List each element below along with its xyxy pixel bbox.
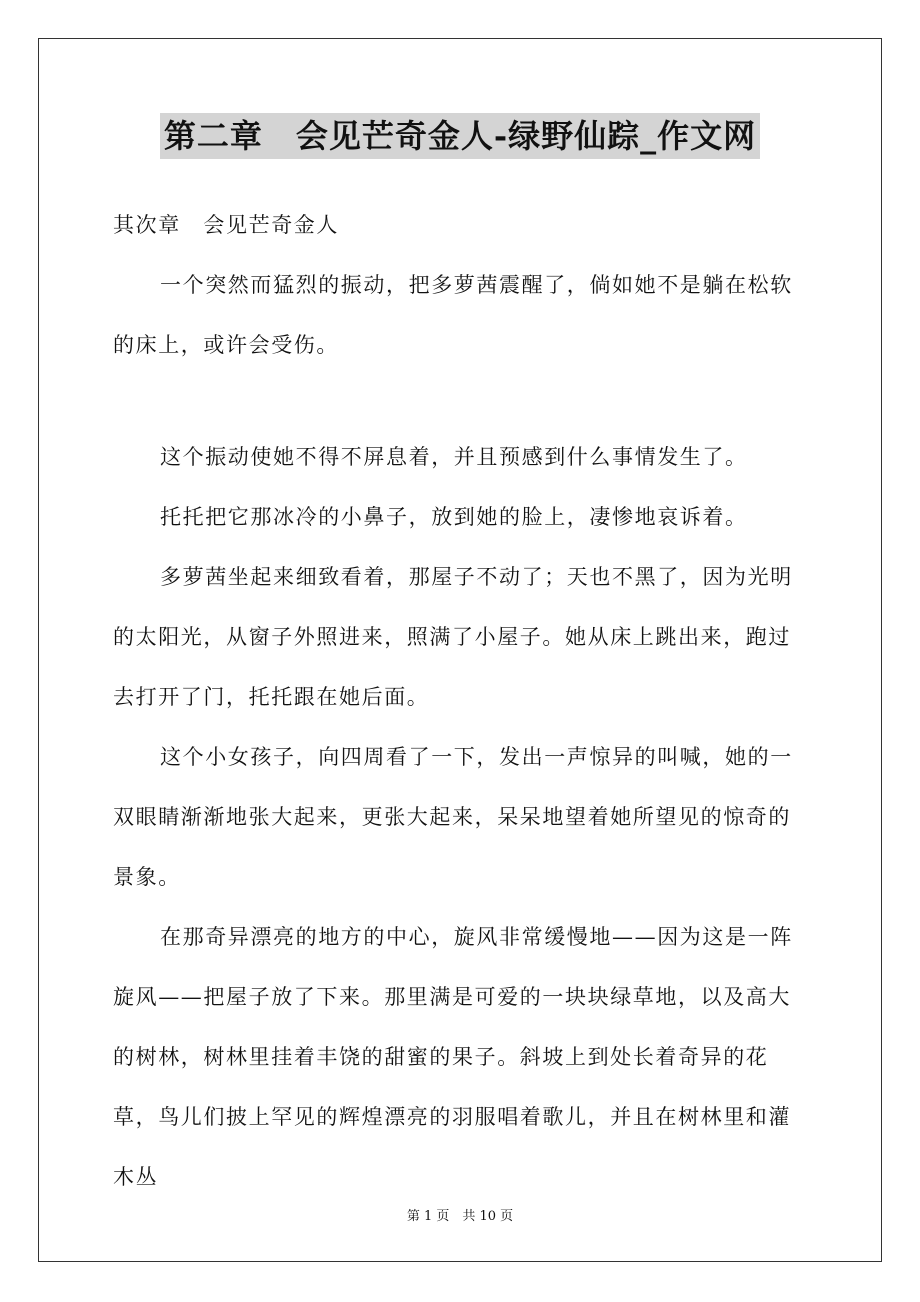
paragraph-1: 一个突然而猛烈的振动，把多萝茜震醒了，倘如她不是躺在松软的床上，或许会受伤。	[113, 273, 793, 357]
paragraph-5: 这个小女孩子，向四周看了一下，发出一声惊异的叫喊，她的一双眼睛渐渐地张大起来，更张大起来，呆呆地望着她所望见的惊奇的景象。	[113, 745, 793, 889]
page-footer	[0, 1205, 920, 1224]
document-title: 第二章 会见芒奇金人-绿野仙踪_作文网	[160, 113, 760, 159]
paragraph-3: 托托把它那冰冷的小鼻子，放到她的脸上，凄惨地哀诉着。	[160, 505, 748, 529]
paragraph-gap	[113, 375, 813, 427]
paragraph-2: 这个振动使她不得不屏息着，并且预感到什么事情发生了。	[160, 445, 748, 469]
paragraph-4: 多萝茜坐起来细致看着，那屋子不动了；天也不黑了，因为光明的太阳光，从窗子外照进来，照满了小屋子。她从床上跳出来，跑过去打开了门，托托跟在她后面。	[113, 565, 793, 709]
document-body	[113, 195, 813, 1207]
paragraph-6: 在那奇异漂亮的地方的中心，旋风非常缓慢地——因为这是一阵旋风——把屋子放了下来。那里满是可爱的一块块绿草地，以及高大的树林，树林里挂着丰饶的甜蜜的果子。斜坡上到处长着奇异的花草，鸟儿们披上罕见的辉煌漂亮的羽服唱着歌儿，并且在树林里和灌木丛	[113, 925, 793, 1189]
chapter-heading: 其次章 会见芒奇金人	[113, 213, 339, 237]
page-number: 第 1 页 共 10 页	[406, 1209, 514, 1224]
title-container	[0, 113, 920, 159]
